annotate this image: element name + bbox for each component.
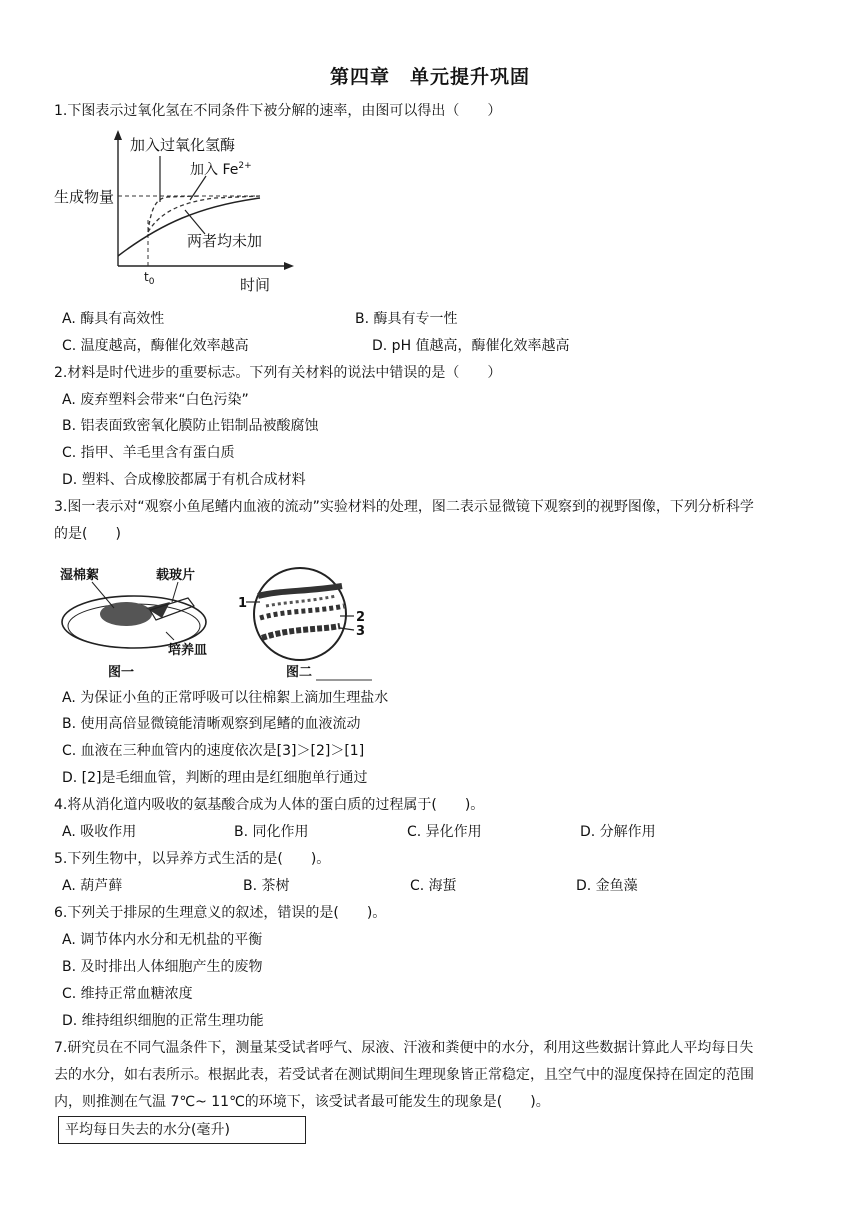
q1-figure [50,128,310,298]
label-enzyme: 加入过氧化氢酶 [130,136,236,154]
question-2-stem: 2.材料是时代进步的重要标志。下列有关材料的说法中错误的是（ ） [54,365,502,381]
question-7-stem-line2: 去的水分，如右表所示。根据此表，若受试者在测试期间生理现象皆正常稳定，且空气中的湿度保持在固定的范围 [54,1067,754,1083]
q4-option-a[interactable]: A. 吸收作用 [62,824,137,840]
q2-option-b[interactable]: B. 铝表面致密氧化膜防止铝制品被酸腐蚀 [62,418,319,434]
label-x-axis: 时间 [240,276,271,294]
q3-option-b[interactable]: B. 使用高倍显微镜能清晰观察到尾鳍的血液流动 [62,716,361,732]
q1-option-d[interactable]: D. pH 值越高，酶催化效率越高 [372,338,570,354]
q3-option-c[interactable]: C. 血液在三种血管内的速度依次是[3]＞[2]＞[1] [62,743,365,759]
q4-option-b[interactable]: B. 同化作用 [234,824,309,840]
q3-option-a[interactable]: A. 为保证小鱼的正常呼吸可以往棉絮上滴加生理盐水 [62,690,389,706]
q2-option-d[interactable]: D. 塑料、合成橡胶都属于有机合成材料 [62,472,306,488]
label-cotton: 湿棉絮 [60,568,100,583]
x-axis-arrow [284,262,294,270]
label-vessel-1: 1 [238,596,248,611]
label-figure-2: 图二 [286,665,313,680]
question-7-stem-line3: 内，则推测在气温 7℃~ 11℃的环境下，该受试者最可能发生的现象是( )。 [54,1094,550,1110]
question-7-stem-line1: 7.研究员在不同气温条件下，测量某受试者呼气、尿液、汗液和粪便中的水分，利用这些数据计算此人平均每日失 [54,1040,754,1056]
question-6-stem: 6.下列关于排尿的生理意义的叙述，错误的是( )。 [54,905,387,921]
label-dish: 培养皿 [168,643,208,658]
q2-option-a[interactable]: A. 废弃塑料会带来“白色污染” [62,392,249,408]
question-1-stem: 1.下图表示过氧化氢在不同条件下被分解的速率，由图可以得出（ ） [54,103,502,119]
q4-option-c[interactable]: C. 异化作用 [407,824,482,840]
q7-table-header: 平均每日失去的水分(毫升) [58,1116,306,1144]
q3-figure-1 [54,562,234,682]
q5-option-c[interactable]: C. 海蜇 [410,878,457,894]
q5-option-d[interactable]: D. 金鱼藻 [576,878,638,894]
fish-cotton-icon [100,602,152,626]
q5-option-a[interactable]: A. 葫芦藓 [62,878,123,894]
label-vessel-2: 2 [356,610,366,625]
q3-figure-2 [236,562,376,682]
question-5-stem: 5.下列生物中，以异养方式生活的是( )。 [54,851,331,867]
question-3-stem-line2: 的是( ) [54,526,121,542]
q3-option-d[interactable]: D. [2]是毛细血管，判断的理由是红细胞单行通过 [62,770,368,786]
label-slide: 载玻片 [156,568,196,583]
question-4-stem: 4.将从消化道内吸收的氨基酸合成为人体的蛋白质的过程属于( )。 [54,797,485,813]
label-fe: 加入 $Fe^{2+}$ [190,161,252,178]
q2-option-c[interactable]: C. 指甲、羊毛里含有蛋白质 [62,445,235,461]
y-axis-arrow [114,130,122,140]
label-vessel-3: 3 [356,624,366,639]
label-none: 两者均未加 [187,232,263,250]
label-figure-1: 图一 [108,665,135,680]
q5-option-b[interactable]: B. 茶树 [243,878,290,894]
q6-option-c[interactable]: C. 维持正常血糖浓度 [62,986,193,1002]
q1-option-b[interactable]: B. 酶具有专一性 [355,311,458,327]
q6-option-a[interactable]: A. 调节体内水分和无机盐的平衡 [62,932,263,948]
page-title: 第四章 单元提升巩固 [329,66,530,88]
q6-option-b[interactable]: B. 及时排出人体细胞产生的废物 [62,959,263,975]
q1-option-c[interactable]: C. 温度越高，酶催化效率越高 [62,338,249,354]
q1-option-a[interactable]: A. 酶具有高效性 [62,311,165,327]
label-y-axis: 生成物量 [54,188,115,206]
label-t0: $t_0$ [144,270,155,287]
q4-option-d[interactable]: D. 分解作用 [580,824,656,840]
q6-option-d[interactable]: D. 维持组织细胞的正常生理功能 [62,1013,264,1029]
question-3-stem-line1: 3.图一表示对“观察小鱼尾鳍内血液的流动”实验材料的处理，图二表示显微镜下观察到的视野图像，下列分析科学 [54,499,754,515]
